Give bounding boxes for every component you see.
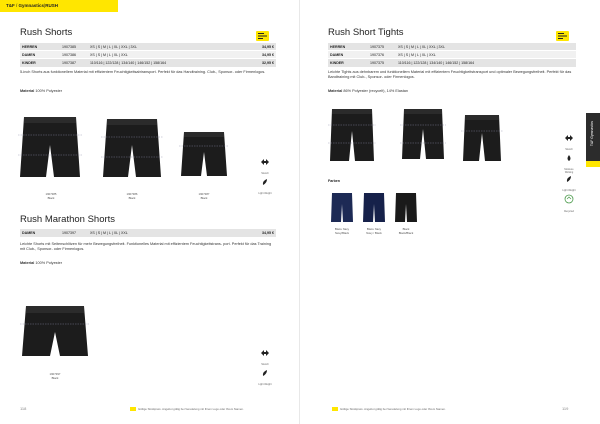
table-row [20, 43, 276, 51]
eco-dot-icon [130, 407, 136, 411]
rush-marathon-material [20, 261, 62, 265]
rush-shorts-material [20, 89, 62, 93]
stretch-feature [562, 129, 576, 151]
color-name: Black [402, 227, 410, 231]
header-bar: | [44, 3, 46, 8]
material-value: 86% Polyester (recycelt), 14% Elastan [343, 89, 408, 93]
recycle-icon [564, 194, 574, 204]
color-name: Blaze Navy [366, 227, 382, 231]
row-label: KINDER [20, 59, 60, 67]
row-sizes: XS | S | M | L | XL | XXL [88, 229, 254, 237]
footer-note [332, 407, 446, 411]
row-code: 1907385 [60, 43, 88, 51]
feather-icon [261, 178, 269, 186]
stretch-icon [260, 349, 270, 357]
row-sizes: XS | S | M | L | XL | XXL [88, 51, 254, 59]
table-row [20, 59, 276, 67]
eco-badge-icon [556, 31, 569, 41]
row-code: 1907397 [60, 229, 88, 237]
stretch-icon [260, 158, 270, 166]
color-code: Navy / Black [366, 230, 382, 235]
color-code: Navy/Black [335, 230, 349, 235]
row-price [554, 51, 576, 59]
page-number: 119 [562, 406, 569, 411]
moisture-feature [562, 149, 576, 174]
color-caption [391, 228, 421, 235]
row-sizes: 110/116 | 122/128 | 134/140 | 146/152 | 158/164 [88, 59, 254, 67]
row-sizes: 110/116 | 122/128 | 134/140 | 146/152 | 158/164 [396, 59, 554, 67]
category-label: Gymnastics [18, 3, 45, 8]
colors-label: Farben [328, 179, 340, 183]
variant-color: Black [128, 195, 136, 200]
rush-tights-title: Rush Short Tights [328, 27, 404, 38]
feature-label: Light Weight [258, 383, 272, 386]
variant-color: Black [51, 375, 59, 380]
row-label: DAMEN [20, 51, 60, 59]
feature-label: Stretch [261, 363, 269, 366]
variant-caption [189, 193, 219, 200]
rush-marathon-spec-table [20, 228, 276, 237]
feather-icon [565, 175, 573, 183]
eco-badge-icon [256, 31, 269, 41]
feature-label: Stretch [261, 172, 269, 175]
row-label: HERREN [328, 43, 368, 51]
variant-caption [36, 193, 66, 200]
feather-icon [261, 369, 269, 377]
tights-product-image [461, 113, 503, 165]
rush-tights-spec-table [328, 42, 576, 67]
page-number: 118 [20, 406, 27, 411]
stretch-feature [258, 153, 272, 175]
rush-shorts-spec-table [20, 42, 276, 67]
material-label: Material [20, 89, 35, 93]
table-row [20, 229, 276, 237]
header-separator: / [14, 3, 19, 8]
table-row [328, 59, 576, 67]
shorts-product-image [101, 117, 163, 187]
variant-caption [117, 193, 147, 200]
variant-code: 1907397 [49, 372, 61, 376]
row-code: 1907375 [368, 59, 396, 67]
row-code: 1907387 [60, 59, 88, 67]
color-caption [327, 228, 357, 235]
tights-product-image [400, 107, 446, 163]
footer-note [130, 407, 244, 411]
color-caption [359, 228, 389, 235]
table-row [20, 51, 276, 59]
row-price [554, 43, 576, 51]
color-code: Black/Black [398, 230, 414, 235]
color-swatch-image [330, 192, 354, 224]
rush-tights-material [328, 89, 408, 93]
eco-dot-icon [332, 407, 338, 411]
marathon-shorts-image [20, 304, 90, 364]
rush-shorts-title: Rush Shorts [20, 27, 73, 38]
row-sizes: XS | S | M | L | XL | XXL | 3XL [396, 43, 554, 51]
table-row [328, 43, 576, 51]
rush-marathon-title: Rush Marathon Shorts [20, 214, 116, 225]
feature-label: Moisture Wicking [564, 168, 574, 174]
color-swatch-image [362, 192, 386, 224]
row-label: DAMEN [20, 229, 60, 237]
shorts-product-image [18, 115, 82, 187]
material-label: Material [20, 261, 35, 265]
side-tab-label: T&F Gymnastics [590, 121, 594, 147]
variant-color: Black [200, 195, 208, 200]
material-label: Material [328, 89, 343, 93]
row-code: 1907386 [60, 51, 88, 59]
line-label: RUSH [45, 3, 58, 8]
rush-marathon-description: Leichte Shorts mit Seitenschlitzen für mehr Bewegungsfreiheit. Funktionelles Material mit effizientem Feuchtigkeitstrans- port. Perfekt für das Training mit Club-, Sponsor- oder Firmenlogos. [20, 242, 272, 252]
light-weight-feature [258, 173, 272, 195]
material-value: 100% Polyester [35, 89, 63, 93]
rush-shorts-description: 5-inch Shorts aus funktionellem Material mit effizientem Feuchtigkeitsabtransport. Perfekt für das Handtraining. Club-, Sponsor- oder Firmenlogos. [20, 70, 266, 74]
variant-caption [40, 373, 70, 380]
recycled-feature [562, 191, 576, 213]
row-price: 34,95 € [254, 51, 276, 59]
side-tab-accent [586, 161, 600, 167]
color-name: Blaze Navy [334, 227, 350, 231]
row-label: KINDER [328, 59, 368, 67]
droplet-icon [565, 154, 573, 162]
right-page [300, 0, 600, 424]
row-price: 34,95 € [254, 229, 276, 237]
row-price: 34,95 € [254, 43, 276, 51]
shorts-product-image [179, 130, 229, 184]
feature-label: Stretch [565, 148, 573, 151]
brand-label: T&F [6, 3, 15, 8]
row-price [554, 59, 576, 67]
row-sizes: XS | S | M | L | XL | XXL | 3XL [88, 43, 254, 51]
feature-label: Light Weight [258, 192, 272, 195]
tights-product-image [328, 107, 376, 165]
rush-tights-description: Leichte Tights aus dehnbarem und funktionellem Material mit effizientem Feuchtigkeitstransport und optimaler Bewegungsfreiheit. Perfekt für das Bandtraining mit Club-, Sponsor- oder Firmenlogos. [328, 70, 572, 80]
variant-color: Black [47, 195, 55, 200]
variant-code: 1907387 [198, 192, 210, 196]
feature-label: Recycled [564, 210, 574, 213]
row-label: HERREN [20, 43, 60, 51]
side-tab[interactable] [586, 113, 600, 167]
table-row [328, 51, 576, 59]
footer-note-text: Gültige Stückpreis. Angebot gültig bei Veredelung mit Ihrem Logo oder Ihrem Namen. [340, 407, 446, 411]
material-value: 100% Polyester [35, 261, 63, 265]
row-code: 1907375 [368, 43, 396, 51]
stretch-icon [564, 134, 574, 142]
row-code: 1907376 [368, 51, 396, 59]
feature-label: Light Weight [562, 189, 576, 192]
row-sizes: XS | S | M | L | XL | XXL [396, 51, 554, 59]
row-label: DAMEN [328, 51, 368, 59]
color-swatch-image [394, 192, 418, 224]
variant-code: 1907385 [45, 192, 57, 196]
light-weight-feature [562, 170, 576, 192]
light-weight-feature [258, 364, 272, 386]
stretch-feature [258, 344, 272, 366]
footer-note-text: Gültige Stückpreis. Angebot gültig bei Veredelung mit Ihrem Logo oder Ihrem Namen. [138, 407, 244, 411]
row-price: 32,95 € [254, 59, 276, 67]
variant-code: 1907386 [126, 192, 138, 196]
